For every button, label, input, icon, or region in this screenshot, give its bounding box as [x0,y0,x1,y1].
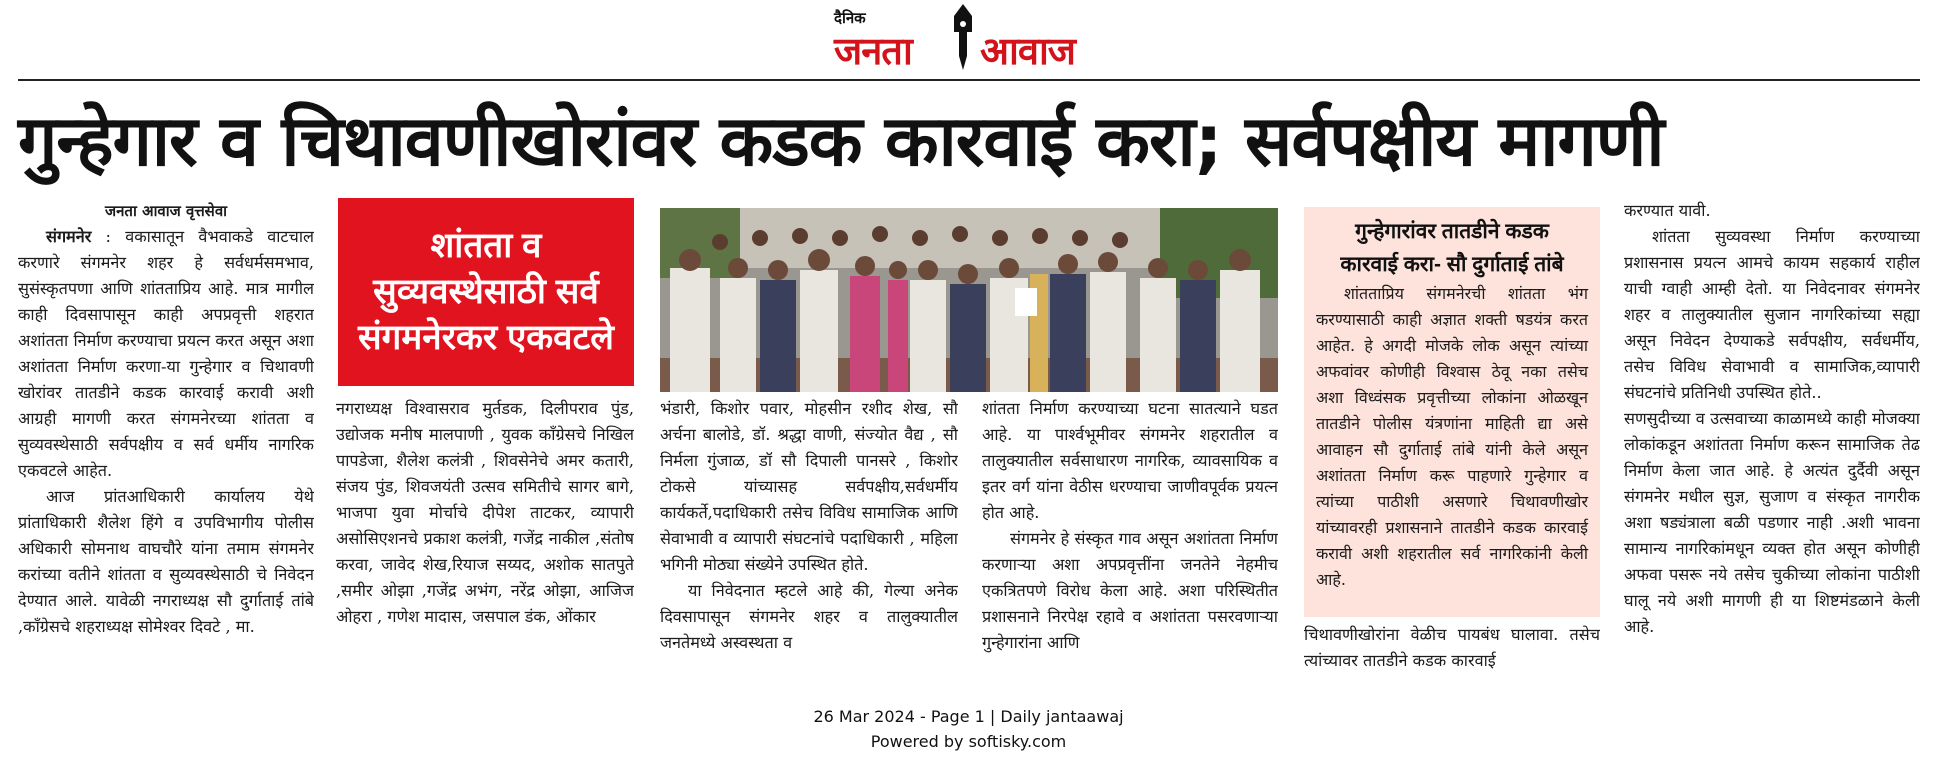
footer-edition-info: 26 Mar 2024 - Page 1 | Daily jantaawaj [813,707,1124,726]
sidebar-box-quote [1304,207,1600,617]
article-column-5 [1304,622,1600,678]
paragraph: शांतताप्रिय संगमनेरची शांतता भंग करण्यासाठी काही अज्ञात शक्ती षडयंत्र करत आहेत. हे अगदी मोजके लोक असून त्यांच्या अफवांवर कोणीही विश्वास ठेवू नका तसेच अशा विध्वंसक प्रवृत्तीच्या लोकांना ओळखून तातडीने पोलीस यंत्रणांना माहिती द्या असे आवाहन सौ दुर्गाताई तांबे यांनी केले असून अशांतता निर्माण करू पाहणारे गुन्हेगार व त्यांच्या पाठीशी असणारे चिथावणीखोर यांच्यावरही प्रशासनाने तातडीने कडक कारवाई करावी अशी शहरातील सर्व नागरिकांनी केली आहे. [1316,284,1588,589]
paragraph: आज प्रांतआधिकारी कार्यालय येथे प्रांताधिकारी शैलेश हिंगे व उपविभागीय पोलीस अधिकारी सोमनाथ वाघचौरे यांना तमाम संगमनेर करांच्या वतीने शांतता व सुव्यवस्थेसाठी चे निवेदन देण्यात आले. यावेळी नगराध्यक्ष सौ दुर्गाताई तांबे ,कॉंग्रेसचे शहराध्यक्ष सोमेश्वर दिवटे , मा. [18,487,314,636]
footer-powered-by: Powered by softisky.com [870,732,1067,751]
article-column-6 [1624,198,1920,678]
paragraph: या निवेदनात म्हटले आहे की, गेल्या अनेक दिवसापासून संगमनेर शहर व तालुक्यातील जनतेमध्ये अस्वस्थता व [660,581,958,652]
masthead-prefix: दैनिक [834,9,866,27]
paragraph: : वकासातून वैभवाकडे वाटचाल करणारे संगमनेर शहर हे सर्वधर्मसमभाव, सुसंस्कृतपणा आणि शांतताप्रिय आहे. मात्र मागील काही दिवसापासून काही अपप्रवृत्ती शहरात अशांतता निर्माण करण्याचा प्रयत्न करत असून अशा अशांतता निर्माण करणा-या गुन्हेगार व चिथावणी खोरांवर तातडीने कडक कारवाई करावी अशी आग्रही मागणी करत संगमनेरच्या शांतता व सुव्यवस्थेसाठी सर्वपक्षीय व सर्व धर्मीय नागरिक एकवटले आहेत. [18,227,314,480]
dateline-place: संगमनेर [46,227,92,246]
group-photo-image [660,208,1278,392]
highlight-line: संगमनेरकर एकवटले [357,318,615,357]
byline: जनता आवाज वृत्तसेवा [104,202,228,220]
paragraph: संगमनेर हे संस्कृत गाव असून अशांतता निर्माण करणाऱ्या अशा अपप्रवृत्तींना जनतेने नेहमीच एकत्रितपणे विरोध केला आहे. अशा परिस्थितीत प्रशासनाने निरपेक्ष रहावे व अशांतता पसरवणाऱ्या गुन्हेगारांना आणि [982,529,1278,652]
sidebar-box-body [1304,281,1600,593]
news-photo [660,208,1278,392]
paragraph: सणसुदीच्या व उत्सवाच्या काळामध्ये काही मोजक्या लोकांकडून अशांतता निर्माण करून सामाजिक तेढ निर्माण केला जात आहे. हे अत्यंत दुर्दैवी असून संगमनेर मधील सुज्ञ, सुजाण व संस्कृत नागरीक अशा षड्यंत्राला बळी पडणार नाही .अशी भावना सामान्य नागरिकांमधून व्यक्त होत असून कोणीही अफवा पसरू नये तसेच चुकीच्या लोकांना पाठीशी घालू नये अशी मागणी ही या शिष्टमंडळाने केली आहे. [1624,409,1920,636]
sidebar-title-line: कारवाई करा- सौ दुर्गाताई तांबे [1340,253,1564,276]
highlight-line: शांतता व [430,226,542,265]
paragraph: शांतता सुव्यवस्था निर्माण करण्याच्या प्रशासनास प्रयत्न आमचे कायम सहकार्य राहील याची ग्वाही आम्ही देतो. या निवेदनावर संगमनेर शहर व तालुक्यातील सुजान नागरिकांच्या सह्या असून निवेदन देण्याकडे सर्वपक्षीय, सर्वधर्मीय, तसेच विविध सेवाभावी व सामाजिक,व्यापारी संघटनांचे प्रतिनिधी उपस्थित होते.. [1624,227,1920,402]
paragraph: नगराध्यक्ष विश्वासराव मुर्तडक, दिलीपराव पुंड, उद्योजक मनीष मालपाणी , युवक कॉंग्रेसचे निखिल पापडेजा, शैलेश कलंत्री , शिवसेनेचे अमर कतारी, संजय पुंड, शिवजयंती उत्सव समितीचे सागर बागे, भाजपा युवा मोर्चाचे दीपेश ताटकर, व्यापारी असोसिएशनचे प्रकाश कलंत्री, गजेंद्र नाकील ,संतोष करवा, जावेद शेख,रियाज सय्यद, अशोक सातपुते ,समीर ओझा ,गजेंद्र अभंग, नरेंद्र ओझा, आजिज ओहरा , गणेश मादास, जसपाल डंक, ओंकार [336,399,634,626]
paragraph: भंडारी, किशोर पवार, मोहसीन रशीद शेख, सौ अर्चना बालोडे, डॉ. श्रद्धा वाणी, संज्योत वैद्य , सौ निर्मला गुंजाळ, डॉ सौ दिपाली पानसरे , किशोर टोकसे यांच्यासह सर्वपक्षीय,सर्वधर्मीय कार्यकर्ते,पदाधिकारी तसेच विविध सामाजिक आणि सेवाभावी व व्यापारी संघटनांचे पदाधिकारी , महिला भगिनी मोठ्या संख्येने उपस्थित होते. [660,399,958,574]
paragraph: शांतता निर्माण करण्याच्या घटना सातत्याने घडत आहे. या पार्श्वभूमीवर संगमनेर शहरातील व तालुक्यातील सर्वसाधारण नागरिक, व्यावसायिक व इतर वर्ग यांना वेठीस धरण्याचा जाणीवपूर्वक प्रयत्न होत आहे. [982,399,1278,522]
highlight-box-red [338,198,634,386]
masthead-divider [18,79,1920,81]
highlight-line: सुव्यवस्थेसाठी सर्व [373,272,599,311]
article-column-2 [336,396,634,678]
article-column-1 [18,198,314,678]
masthead-logo [820,0,1120,75]
paragraph: करण्यात यावी. [1624,201,1711,220]
page-headline: गुन्हेगार व चिथावणीखोरांवर कडक कारवाई करा; सर्वपक्षीय मागणी [18,100,1664,182]
pen-nib-icon [948,2,978,72]
paragraph: चिथावणीखोरांना वेळीच पायबंध घालावा. तसेच त्यांच्यावर तातडीने कडक कारवाई [1304,625,1600,670]
masthead-name-part2: आवाज [980,29,1076,73]
article-column-3 [660,396,958,678]
sidebar-box-title [1304,215,1600,281]
article-column-4 [982,396,1278,678]
masthead-name-part1: जनता [834,29,912,73]
sidebar-title-line: गुन्हेगारांवर तातडीने कडक [1355,220,1549,243]
